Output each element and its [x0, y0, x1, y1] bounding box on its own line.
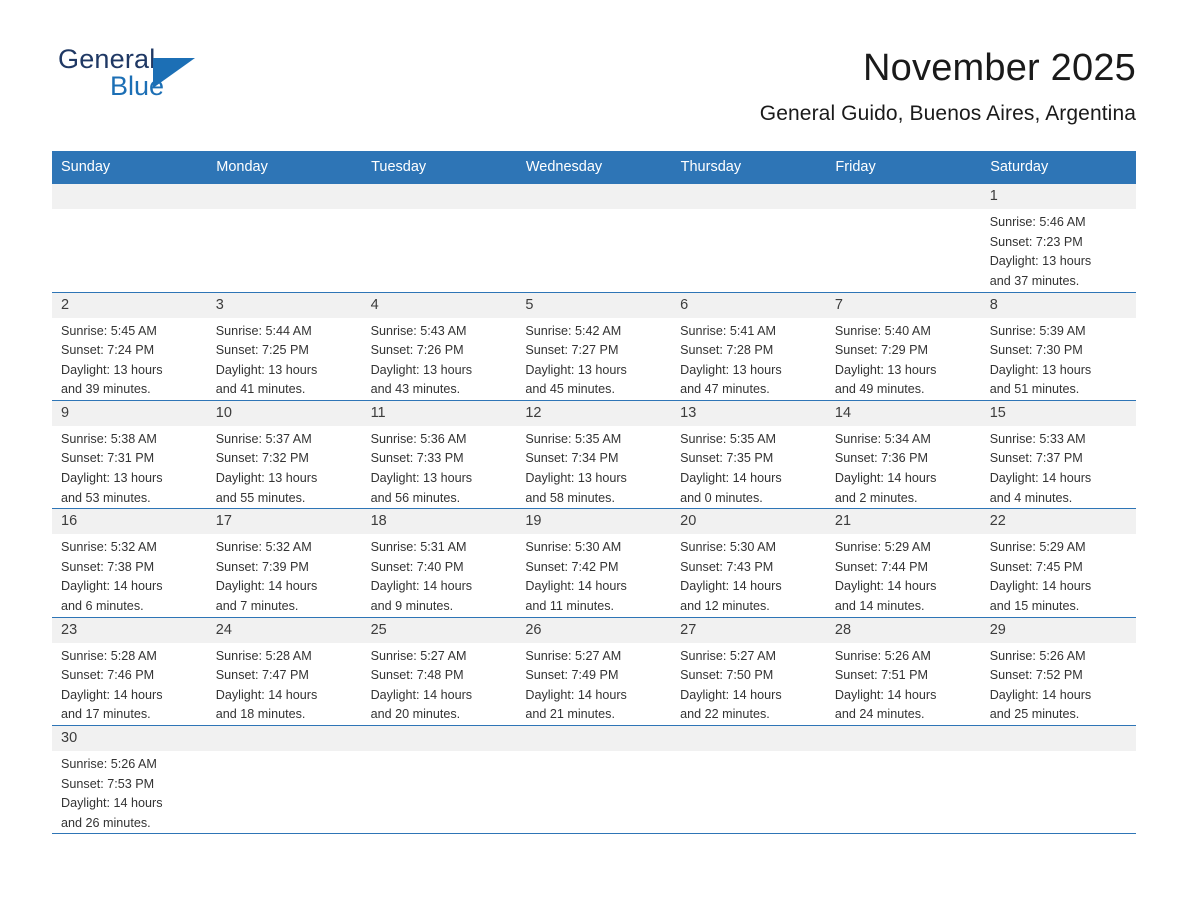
day-detail-line: Sunset: 7:26 PM — [370, 343, 464, 358]
day-detail-line: Daylight: 14 hours — [680, 579, 782, 594]
day-detail-line: Daylight: 13 hours — [525, 471, 627, 486]
day-number: 3 — [207, 293, 362, 318]
day-detail-line: Sunset: 7:53 PM — [61, 776, 155, 791]
day-detail-line: Sunrise: 5:28 AM — [61, 648, 157, 663]
day-detail-line: Sunset: 7:46 PM — [61, 668, 155, 683]
day-number: 28 — [826, 618, 981, 643]
calendar-day-cell — [981, 509, 1136, 617]
day-detail-line: Daylight: 14 hours — [989, 579, 1092, 594]
day-detail-line: Sunset: 7:36 PM — [834, 451, 929, 466]
day-number-placeholder — [52, 184, 207, 209]
calendar-day-cell — [362, 509, 517, 617]
day-detail-line: Daylight: 13 hours — [680, 362, 782, 377]
calendar-day-cell — [52, 400, 207, 508]
day-detail-line: Sunrise: 5:43 AM — [370, 323, 467, 338]
calendar-body — [52, 184, 1136, 834]
day-number: 23 — [52, 618, 207, 643]
day-detail-line: Daylight: 14 hours — [834, 687, 937, 702]
day-number-placeholder — [826, 726, 981, 751]
day-detail-line: and 11 minutes. — [525, 599, 615, 614]
calendar-day-cell — [671, 617, 826, 725]
calendar-day-cell — [207, 292, 362, 400]
logo-text-blue: Blue — [110, 71, 165, 101]
day-number-placeholder — [826, 184, 981, 209]
day-detail-line: Sunset: 7:30 PM — [989, 343, 1083, 358]
day-detail-line: Sunrise: 5:35 AM — [680, 431, 777, 446]
day-detail-line: Sunrise: 5:32 AM — [61, 540, 157, 555]
day-detail-line: Daylight: 13 hours — [370, 471, 473, 486]
day-number: 22 — [981, 509, 1136, 534]
day-detail-line: Sunrise: 5:46 AM — [989, 215, 1086, 229]
day-detail-line: and 37 minutes. — [989, 273, 1080, 288]
calendar-day-cell — [671, 292, 826, 400]
day-detail-block — [516, 643, 671, 725]
calendar-day-cell — [516, 509, 671, 617]
day-detail-block — [981, 209, 1136, 291]
day-detail-line: Daylight: 14 hours — [680, 687, 782, 702]
day-number: 18 — [362, 509, 517, 534]
day-number: 15 — [981, 401, 1136, 426]
sunrise-sunset-calendar — [52, 151, 1136, 834]
calendar-day-cell-empty — [52, 184, 207, 292]
weekday-header-wednesday: Wednesday — [516, 151, 671, 184]
day-detail-block — [52, 643, 207, 725]
day-detail-line: Sunset: 7:43 PM — [680, 559, 774, 574]
day-detail-line: Sunset: 7:49 PM — [525, 668, 619, 683]
calendar-day-cell — [981, 400, 1136, 508]
day-detail-block — [981, 643, 1136, 725]
day-detail-block — [826, 534, 981, 616]
page-title: November 2025 — [863, 47, 1136, 89]
calendar-day-cell — [671, 400, 826, 508]
calendar-week-row — [52, 184, 1136, 292]
day-detail-block — [516, 426, 671, 508]
day-detail-block — [207, 318, 362, 400]
day-detail-block — [362, 643, 517, 725]
day-detail-line: and 9 minutes. — [370, 599, 454, 614]
day-detail-line: Sunrise: 5:36 AM — [370, 431, 467, 446]
location-subtitle: General Guido, Buenos Aires, Argentina — [759, 102, 1136, 125]
calendar-day-cell — [362, 292, 517, 400]
day-detail-line: Sunrise: 5:33 AM — [989, 431, 1086, 446]
day-detail-line: Sunset: 7:39 PM — [215, 559, 309, 574]
day-detail-line: Daylight: 14 hours — [61, 687, 163, 702]
day-detail-line: Daylight: 13 hours — [61, 471, 163, 486]
day-detail-block — [671, 426, 826, 508]
day-detail-line: Sunrise: 5:28 AM — [215, 648, 312, 663]
day-detail-line: Sunrise: 5:32 AM — [215, 540, 312, 555]
calendar-day-cell — [826, 292, 981, 400]
day-detail-line: Daylight: 13 hours — [215, 471, 318, 486]
day-detail-line: Sunset: 7:52 PM — [989, 668, 1083, 683]
day-number-placeholder — [671, 726, 826, 751]
day-detail-line: Daylight: 14 hours — [834, 579, 937, 594]
day-detail-line: and 26 minutes. — [61, 815, 151, 830]
day-detail-line: Daylight: 13 hours — [989, 254, 1092, 269]
calendar-day-cell — [826, 617, 981, 725]
calendar-day-cell — [207, 509, 362, 617]
day-detail-line: and 22 minutes. — [680, 707, 770, 722]
day-number: 12 — [516, 401, 671, 426]
day-number: 27 — [671, 618, 826, 643]
day-detail-line: Daylight: 14 hours — [525, 579, 627, 594]
calendar-day-cell-empty — [671, 184, 826, 292]
day-detail-block — [516, 534, 671, 616]
day-detail-line: and 58 minutes. — [525, 490, 615, 505]
day-number: 24 — [207, 618, 362, 643]
day-detail-line: and 17 minutes. — [61, 707, 151, 722]
calendar-week-row — [52, 400, 1136, 508]
day-detail-line: Daylight: 13 hours — [525, 362, 627, 377]
day-detail-line: Sunset: 7:38 PM — [61, 559, 155, 574]
day-number: 6 — [671, 293, 826, 318]
day-detail-line: and 43 minutes. — [370, 382, 461, 397]
day-number-placeholder — [362, 726, 517, 751]
day-detail-line: Sunrise: 5:40 AM — [834, 323, 931, 338]
day-detail-line: and 51 minutes. — [989, 382, 1080, 397]
day-detail-line: Daylight: 14 hours — [370, 579, 473, 594]
day-detail-line: and 12 minutes. — [680, 599, 770, 614]
day-number-placeholder — [981, 726, 1136, 751]
day-number: 17 — [207, 509, 362, 534]
calendar-day-cell-empty — [826, 726, 981, 834]
day-detail-block — [671, 534, 826, 616]
day-detail-line: Sunrise: 5:27 AM — [370, 648, 467, 663]
day-detail-line: Sunrise: 5:42 AM — [525, 323, 622, 338]
day-detail-block — [981, 534, 1136, 616]
day-detail-block — [52, 534, 207, 616]
day-detail-block — [207, 426, 362, 508]
day-detail-line: Sunrise: 5:34 AM — [834, 431, 931, 446]
title-block — [760, 44, 1136, 127]
day-detail-line: Sunset: 7:27 PM — [525, 343, 619, 358]
day-number: 8 — [981, 293, 1136, 318]
day-detail-line: Sunset: 7:40 PM — [370, 559, 464, 574]
calendar-week-row — [52, 617, 1136, 725]
weekday-header-tuesday: Tuesday — [362, 151, 517, 184]
calendar-day-cell — [981, 617, 1136, 725]
day-detail-line: Sunrise: 5:27 AM — [525, 648, 622, 663]
calendar-day-cell — [981, 292, 1136, 400]
day-number-placeholder — [362, 184, 517, 209]
day-number-placeholder — [207, 184, 362, 209]
day-number: 19 — [516, 509, 671, 534]
day-detail-block — [671, 643, 826, 725]
calendar-day-cell — [516, 617, 671, 725]
day-number: 14 — [826, 401, 981, 426]
day-detail-line: Sunrise: 5:31 AM — [370, 540, 467, 555]
day-detail-line: and 18 minutes. — [215, 707, 306, 722]
day-detail-line: Sunset: 7:37 PM — [989, 451, 1083, 466]
day-detail-line: and 24 minutes. — [834, 707, 925, 722]
day-number: 29 — [981, 618, 1136, 643]
calendar-day-cell — [207, 400, 362, 508]
calendar-day-cell-empty — [362, 184, 517, 292]
day-detail-block — [671, 318, 826, 400]
day-detail-block — [362, 318, 517, 400]
calendar-day-cell-empty — [826, 184, 981, 292]
day-detail-line: Sunset: 7:33 PM — [370, 451, 464, 466]
day-detail-block — [362, 426, 517, 508]
day-detail-line: Daylight: 14 hours — [61, 796, 163, 811]
day-detail-block — [207, 534, 362, 616]
day-detail-line: Sunrise: 5:30 AM — [680, 540, 777, 555]
day-detail-line: Sunrise: 5:29 AM — [834, 540, 931, 555]
day-detail-line: Sunrise: 5:38 AM — [61, 431, 157, 446]
day-number: 11 — [362, 401, 517, 426]
day-detail-line: Sunset: 7:31 PM — [61, 451, 155, 466]
logo-text-general: General — [58, 44, 156, 74]
day-detail-line: Sunset: 7:28 PM — [680, 343, 774, 358]
day-detail-line: and 14 minutes. — [834, 599, 925, 614]
day-detail-line: Sunset: 7:34 PM — [525, 451, 619, 466]
day-detail-line: Sunset: 7:51 PM — [834, 668, 929, 683]
day-detail-line: Sunrise: 5:27 AM — [680, 648, 777, 663]
day-detail-block — [981, 318, 1136, 400]
calendar-week-row — [52, 726, 1136, 834]
day-detail-block — [52, 426, 207, 508]
day-number: 4 — [362, 293, 517, 318]
day-detail-line: Daylight: 13 hours — [370, 362, 473, 377]
day-detail-line: and 41 minutes. — [215, 382, 306, 397]
calendar-day-cell — [826, 509, 981, 617]
day-detail-line: Sunrise: 5:39 AM — [989, 323, 1086, 338]
day-detail-block — [826, 318, 981, 400]
weekday-header-monday: Monday — [207, 151, 362, 184]
day-detail-line: Sunrise: 5:26 AM — [61, 757, 157, 771]
day-detail-line: Sunset: 7:47 PM — [215, 668, 309, 683]
day-detail-line: and 2 minutes. — [834, 490, 918, 505]
calendar-day-cell — [981, 184, 1136, 292]
calendar-day-cell-empty — [362, 726, 517, 834]
day-number: 5 — [516, 293, 671, 318]
day-detail-line: Sunset: 7:23 PM — [989, 234, 1083, 249]
day-detail-line: Daylight: 13 hours — [834, 362, 937, 377]
day-detail-line: and 47 minutes. — [680, 382, 770, 397]
day-detail-line: and 15 minutes. — [989, 599, 1080, 614]
day-detail-line: Daylight: 14 hours — [989, 687, 1092, 702]
day-number: 9 — [52, 401, 207, 426]
day-detail-line: Sunrise: 5:26 AM — [989, 648, 1086, 663]
day-detail-line: Daylight: 14 hours — [525, 687, 627, 702]
day-detail-line: Sunrise: 5:37 AM — [215, 431, 312, 446]
calendar-day-cell — [671, 509, 826, 617]
calendar-day-cell-empty — [671, 726, 826, 834]
day-number: 10 — [207, 401, 362, 426]
day-detail-line: and 6 minutes. — [61, 599, 144, 614]
calendar-day-cell-empty — [981, 726, 1136, 834]
day-detail-line: and 20 minutes. — [370, 707, 461, 722]
day-detail-block — [981, 426, 1136, 508]
day-number: 2 — [52, 293, 207, 318]
calendar-day-cell-empty — [516, 726, 671, 834]
day-detail-line: Daylight: 14 hours — [215, 579, 318, 594]
day-detail-line: Sunset: 7:44 PM — [834, 559, 929, 574]
day-detail-line: Daylight: 13 hours — [61, 362, 163, 377]
day-detail-line: Sunrise: 5:26 AM — [834, 648, 931, 663]
day-detail-block — [826, 426, 981, 508]
weekday-header-friday: Friday — [826, 151, 981, 184]
day-number: 26 — [516, 618, 671, 643]
calendar-day-cell — [362, 400, 517, 508]
day-number: 21 — [826, 509, 981, 534]
day-detail-line: and 45 minutes. — [525, 382, 615, 397]
weekday-header-row — [52, 151, 1136, 184]
page-header — [0, 0, 1188, 127]
calendar-day-cell — [362, 617, 517, 725]
day-number: 25 — [362, 618, 517, 643]
calendar-week-row — [52, 292, 1136, 400]
day-detail-line: Sunset: 7:32 PM — [215, 451, 309, 466]
day-number-placeholder — [516, 726, 671, 751]
day-detail-line: and 0 minutes. — [680, 490, 763, 505]
calendar-day-cell-empty — [207, 184, 362, 292]
calendar-day-cell — [516, 292, 671, 400]
day-detail-line: Daylight: 14 hours — [680, 471, 782, 486]
day-number: 20 — [671, 509, 826, 534]
day-detail-line: and 25 minutes. — [989, 707, 1080, 722]
day-detail-line: Daylight: 13 hours — [215, 362, 318, 377]
day-detail-line: Sunset: 7:24 PM — [61, 343, 155, 358]
day-detail-line: and 21 minutes. — [525, 707, 615, 722]
day-detail-line: Sunrise: 5:29 AM — [989, 540, 1086, 555]
day-detail-block — [826, 643, 981, 725]
day-number: 1 — [981, 184, 1136, 209]
day-detail-line: Daylight: 14 hours — [370, 687, 473, 702]
day-detail-block — [52, 751, 207, 833]
calendar-day-cell — [52, 726, 207, 834]
day-number-placeholder — [671, 184, 826, 209]
day-number-placeholder — [207, 726, 362, 751]
day-detail-block — [52, 318, 207, 400]
day-detail-line: and 49 minutes. — [834, 382, 925, 397]
weekday-header-thursday: Thursday — [671, 151, 826, 184]
day-detail-line: Daylight: 14 hours — [61, 579, 163, 594]
day-detail-line: Sunset: 7:48 PM — [370, 668, 464, 683]
day-detail-block — [516, 318, 671, 400]
calendar-day-cell — [52, 617, 207, 725]
day-number: 7 — [826, 293, 981, 318]
day-number: 30 — [52, 726, 207, 751]
day-number: 13 — [671, 401, 826, 426]
calendar-week-row — [52, 509, 1136, 617]
day-detail-line: Sunset: 7:35 PM — [680, 451, 774, 466]
day-detail-line: Sunrise: 5:35 AM — [525, 431, 622, 446]
general-blue-logo — [52, 44, 252, 114]
weekday-header-saturday: Saturday — [981, 151, 1136, 184]
day-detail-line: Sunset: 7:45 PM — [989, 559, 1083, 574]
day-detail-line: and 53 minutes. — [61, 490, 151, 505]
day-detail-line: Daylight: 14 hours — [989, 471, 1092, 486]
weekday-header-sunday: Sunday — [52, 151, 207, 184]
calendar-day-cell-empty — [516, 184, 671, 292]
day-detail-line: and 7 minutes. — [215, 599, 299, 614]
day-detail-line: Sunrise: 5:41 AM — [680, 323, 777, 338]
day-detail-line: Sunset: 7:25 PM — [215, 343, 309, 358]
calendar-day-cell-empty — [207, 726, 362, 834]
day-detail-block — [207, 643, 362, 725]
calendar-day-cell — [207, 617, 362, 725]
day-detail-line: and 56 minutes. — [370, 490, 461, 505]
day-number: 16 — [52, 509, 207, 534]
day-detail-line: Daylight: 14 hours — [215, 687, 318, 702]
day-detail-line: Daylight: 13 hours — [989, 362, 1092, 377]
calendar-day-cell — [52, 292, 207, 400]
calendar-day-cell — [52, 509, 207, 617]
day-detail-line: Sunset: 7:42 PM — [525, 559, 619, 574]
day-detail-line: Sunrise: 5:44 AM — [215, 323, 312, 338]
calendar-day-cell — [516, 400, 671, 508]
day-detail-line: and 55 minutes. — [215, 490, 306, 505]
day-detail-line: Sunset: 7:29 PM — [834, 343, 929, 358]
day-detail-line: Sunrise: 5:45 AM — [61, 323, 157, 338]
day-detail-line: Daylight: 14 hours — [834, 471, 937, 486]
triangle-flag-icon — [153, 58, 195, 88]
calendar-day-cell — [826, 400, 981, 508]
day-detail-line: and 39 minutes. — [61, 382, 151, 397]
day-detail-line: and 4 minutes. — [989, 490, 1073, 505]
day-number-placeholder — [516, 184, 671, 209]
day-detail-line: Sunset: 7:50 PM — [680, 668, 774, 683]
day-detail-block — [362, 534, 517, 616]
day-detail-line: Sunrise: 5:30 AM — [525, 540, 622, 555]
